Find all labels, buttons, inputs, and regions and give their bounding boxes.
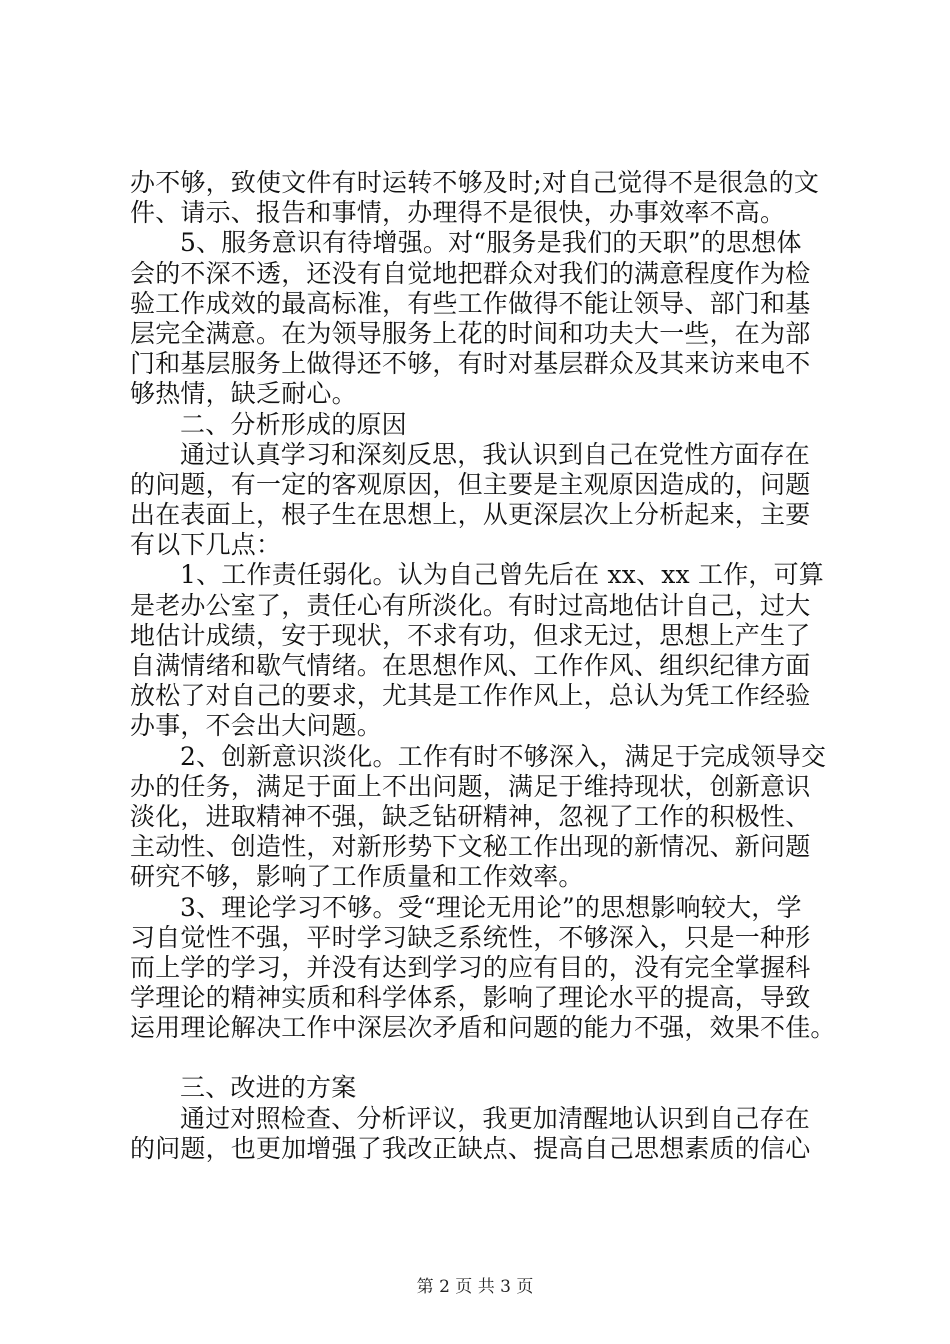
text-line: 够热情，缺乏耐心。 (130, 379, 357, 409)
text-line: 件、请示、报告和事情，办理得不是很快，办事效率不高。 (130, 198, 786, 228)
paragraph-start: 5、服务意识有待增强。对“服务是我们的天职”的思想体 (180, 228, 802, 258)
paragraph-gap (130, 1043, 830, 1073)
text-line: 的问题，有一定的客观原因，但主要是主观原因造成的，问题 (130, 469, 811, 499)
text-line: 办的任务，满足于面上不出问题，满足于维持现状，创新意识 (130, 771, 811, 801)
text-line: 出在表面上，根子生在思想上，从更深层次上分析起来，主要 (130, 500, 811, 530)
text-line: 淡化，进取精神不强，缺乏钻研精神，忽视了工作的积极性、 (130, 801, 811, 831)
page-footer: 第 2 页 共 3 页 (416, 1277, 534, 1297)
paragraph-start: 3、理论学习不够。受“理论无用论”的思想影响较大，学 (180, 892, 802, 922)
text-line: 是老办公室了，责任心有所淡化。有时过高地估计自己，过大 (130, 590, 811, 620)
text-line: 层完全满意。在为领导服务上花的时间和功夫大一些，在为部 (130, 318, 811, 348)
text-line: 研究不够，影响了工作质量和工作效率。 (130, 862, 584, 892)
text-line: 放松了对自己的要求，尤其是工作作风上，总认为凭工作经验 (130, 681, 811, 711)
text-line: 的问题，也更加增强了我改正缺点、提高自己思想素质的信心 (130, 1133, 811, 1163)
text-line: 学理论的精神实质和科学体系，影响了理论水平的提高，导致 (130, 983, 811, 1013)
section-heading: 二、分析形成的原因 (180, 409, 407, 439)
text-line: 会的不深不透，还没有自觉地把群众对我们的满意程度作为检 (130, 258, 811, 288)
text-line: 有以下几点： (130, 530, 282, 560)
section-heading: 三、改进的方案 (180, 1073, 357, 1103)
text-line: 主动性、创造性，对新形势下文秘工作出现的新情况、新问题 (130, 832, 811, 862)
text-line: 办事，不会出大问题。 (130, 711, 383, 741)
paragraph-start: 通过认真学习和深刻反思，我认识到自己在党性方面存在 (180, 439, 811, 469)
text-line: 自满情绪和歇气情绪。在思想作风、工作作风、组织纪律方面 (130, 651, 811, 680)
text-line: 而上学的学习，并没有达到学习的应有目的，没有完全掌握科 (130, 952, 811, 982)
text-line: 门和基层服务上做得还不够，有时对基层群众及其来访来电不 (130, 349, 811, 379)
text-line: 习自觉性不强，平时学习缺乏系统性，不够深入，只是一种形 (130, 922, 811, 952)
text-line: 运用理论解决工作中深层次矛盾和问题的能力不强，效果不佳。 (130, 1013, 836, 1043)
text-line: 验工作成效的最高标准，有些工作做得不能让领导、部门和基 (130, 288, 811, 318)
text-line: 办不够，致使文件有时运转不够及时;对自己觉得不是很急的文 (130, 168, 820, 197)
paragraph-start: 1、工作责任弱化。认为自己曾先后在 xx、xx 工作，可算 (180, 560, 824, 590)
body-text (130, 168, 836, 1164)
text-line: 地估计成绩，安于现状，不求有功，但求无过，思想上产生了 (130, 620, 811, 650)
paragraph-start: 通过对照检查、分析评议，我更加清醒地认识到自己存在 (180, 1103, 811, 1133)
paragraph-start: 2、创新意识淡化。工作有时不够深入，满足于完成领导交 (180, 741, 827, 771)
